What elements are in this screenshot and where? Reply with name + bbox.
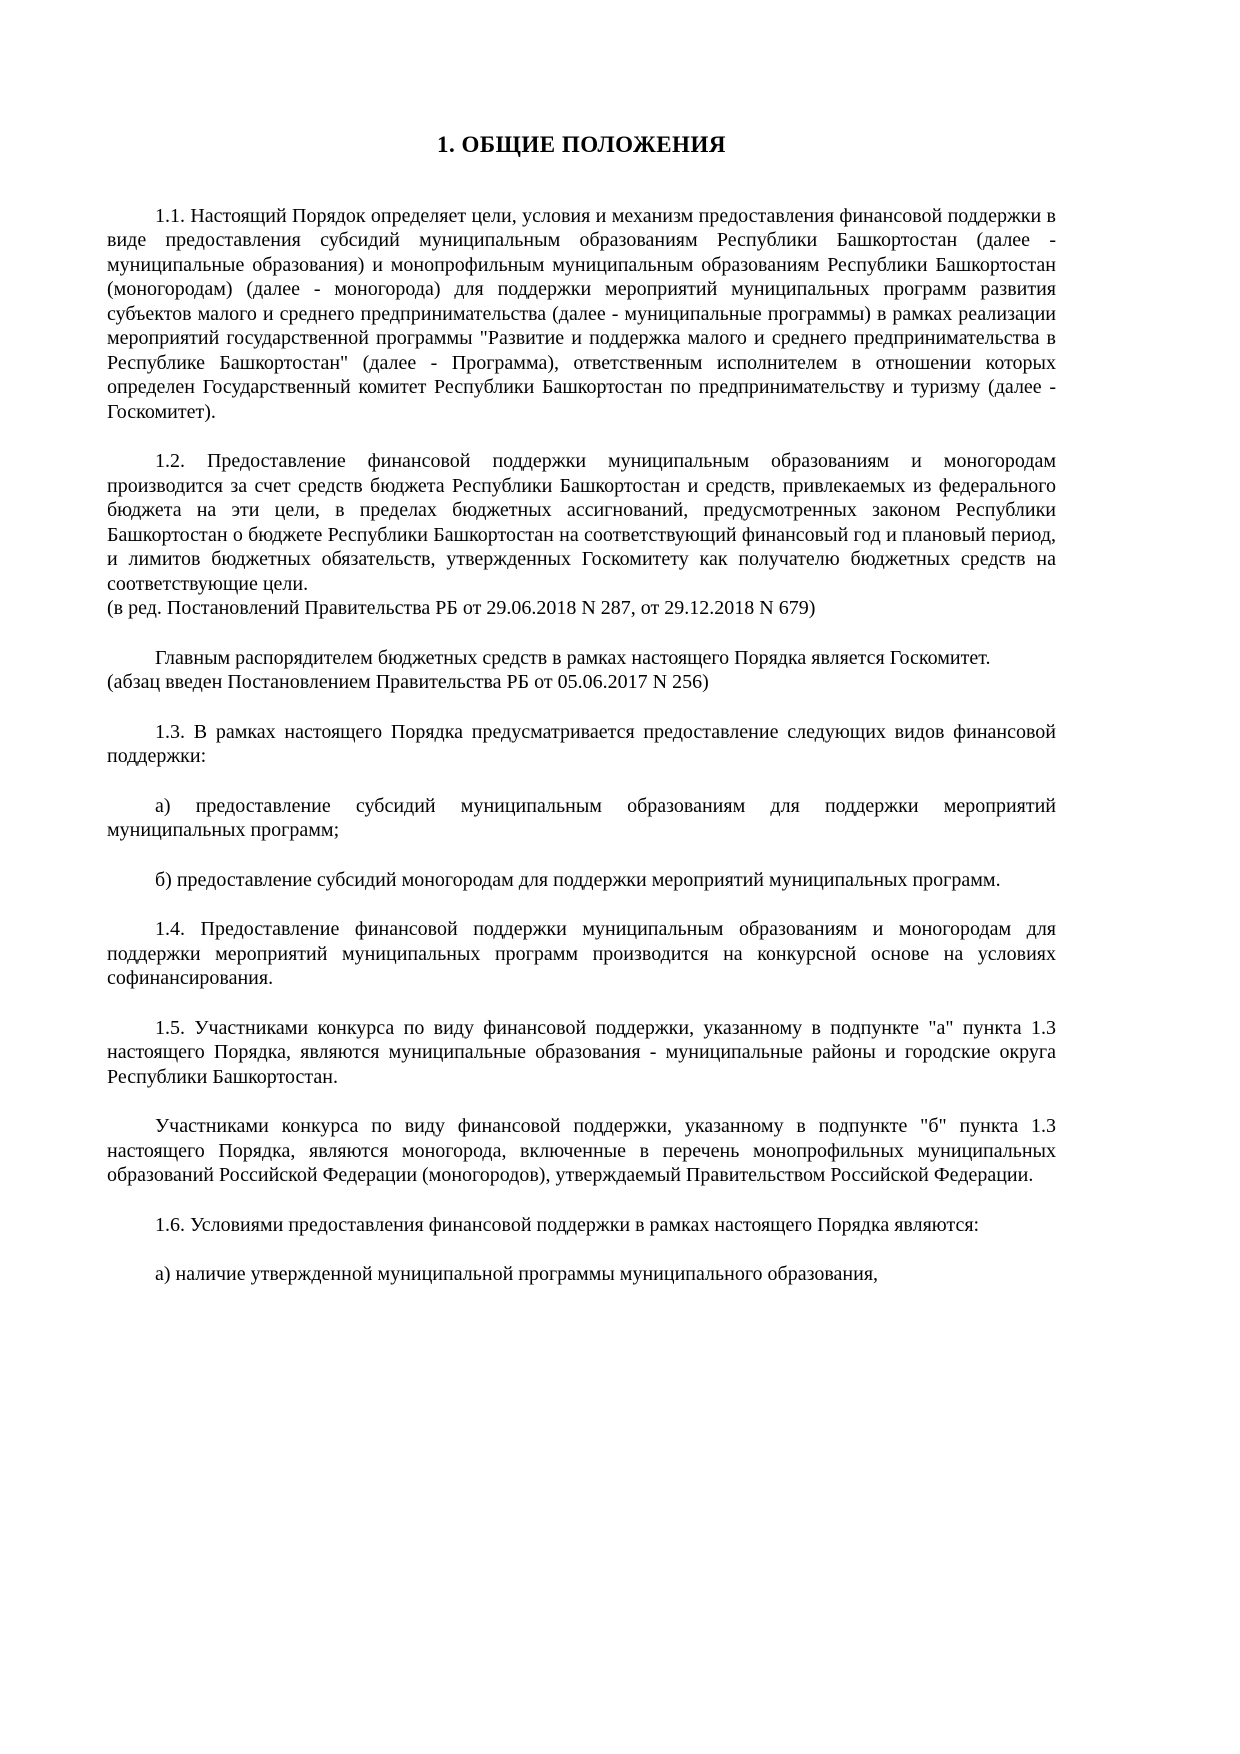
paragraph-1-2: 1.2. Предоставление финансовой поддержки муниципальным образованиям и моногородам производится за счет средств бюджета Республики Башкортостан и средств, привлекаемых из федерального бюджета на эти цели, в пределах бюджетных ассигнований, предусмотренных законом Республики Башкортостан о бюджете Республики Башкортостан на соответствующий финансовый год и плановый период, и лимитов бюджетных обязательств, утвержденных Госкомитету как получателю бюджетных средств на соответствующие цели. <box>107 450 1056 595</box>
revision-note: (в ред. Постановлений Правительства РБ от 29.06.2018 N 287, от 29.12.2018 N 679) <box>107 597 816 619</box>
paragraph-1-6: 1.6. Условиями предоставления финансовой поддержки в рамках настоящего Порядка являются: <box>155 1213 980 1236</box>
document-title: 1. ОБЩИЕ ПОЛОЖЕНИЯ <box>437 132 726 157</box>
paragraph-1-5: 1.5. Участниками конкурса по виду финансовой поддержки, указанному в подпункте "а" пункта 1.3 настоящего Порядка, являются муниципальные образования - муниципальные районы и городские округа Республики Башкортостан. <box>107 1016 1056 1088</box>
paragraph-1-5-second: Участниками конкурса по виду финансовой поддержки, указанному в подпункте "б" пункта 1.3 настоящего Порядка, являются моногорода, включенные в перечень монопрофильных муниципальных образований Российской Федерации (моногородов), утверждаемый Правительством Российской Федерации. <box>107 1115 1056 1186</box>
paragraph-chief-manager: Главным распорядителем бюджетных средств в рамках настоящего Порядка является Госкомитет. <box>155 646 991 669</box>
paragraph-1-3: 1.3. В рамках настоящего Порядка предусматривается предоставление следующих видов финансовой поддержки: <box>107 720 1056 767</box>
paragraph-1-3-item-b: б) предоставление субсидий моногородам для поддержки мероприятий муниципальных программ. <box>155 868 1001 891</box>
inserted-clause-note: (абзац введен Постановлением Правительства РБ от 05.06.2017 N 256) <box>107 671 709 693</box>
paragraph-1-3-item-a: а) предоставление субсидий муниципальным образованиям для поддержки мероприятий муниципальных программ; <box>107 794 1056 841</box>
paragraph-1-4: 1.4. Предоставление финансовой поддержки муниципальным образованиям и моногородам для поддержки мероприятий муниципальных программ производится на конкурсной основе на условиях софинансирования. <box>107 918 1056 989</box>
paragraph-1-1: 1.1. Настоящий Порядок определяет цели, условия и механизм предоставления финансовой поддержки в виде предоставления субсидий муниципальным образованиям Республики Башкортостан (далее - муниципальные образования) и монопрофильным муниципальным образованиям Республики Башкортостан (моногородам) (далее - моногорода) для поддержки мероприятий муниципальных программ развития субъектов малого и среднего предпринимательства (далее - муниципальные программы) в рамках реализации мероприятий государственной программы "Развитие и поддержка малого и среднего предпринимательства в Республике Башкортостан" (далее - Программа), ответственным исполнителем в отношении которых определен Государственный комитет Республики Башкортостан по предпринимательству и туризму (далее - Госкомитет). <box>107 204 1056 423</box>
paragraph-1-6-item-a: а) наличие утвержденной муниципальной программы муниципального образования, <box>155 1263 879 1285</box>
